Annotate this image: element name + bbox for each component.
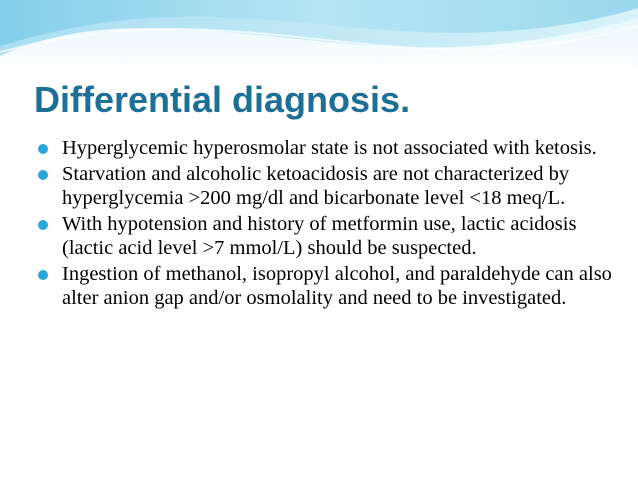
decorative-wave-banner xyxy=(0,0,638,72)
bullet-text: Hyperglycemic hyperosmolar state is not associated with ketosis. xyxy=(62,137,597,159)
bullet-text: Ingestion of methanol, isopropyl alcohol, and paraldehyde can also alter anion gap and/or osmolality and need to be investigated. xyxy=(62,263,612,309)
bullet-dot-icon xyxy=(38,170,48,180)
bullet-text: Starvation and alcoholic ketoacidosis are not characterized by hyperglycemia >200 mg/dl and bicarbonate level <18 meq/L. xyxy=(62,163,570,209)
list-item xyxy=(38,212,618,260)
bullet-text: With hypotension and history of metformin use, lactic acidosis (lactic acid level >7 mmol/L) should be suspected. xyxy=(62,213,577,259)
list-item xyxy=(38,162,618,210)
bullet-dot-icon xyxy=(38,220,48,230)
bullet-dot-icon xyxy=(38,270,48,280)
slide-title: Differential diagnosis. xyxy=(34,79,411,120)
list-item xyxy=(38,136,618,160)
bullet-list xyxy=(38,136,618,312)
bullet-dot-icon xyxy=(38,144,48,154)
list-item xyxy=(38,262,618,310)
